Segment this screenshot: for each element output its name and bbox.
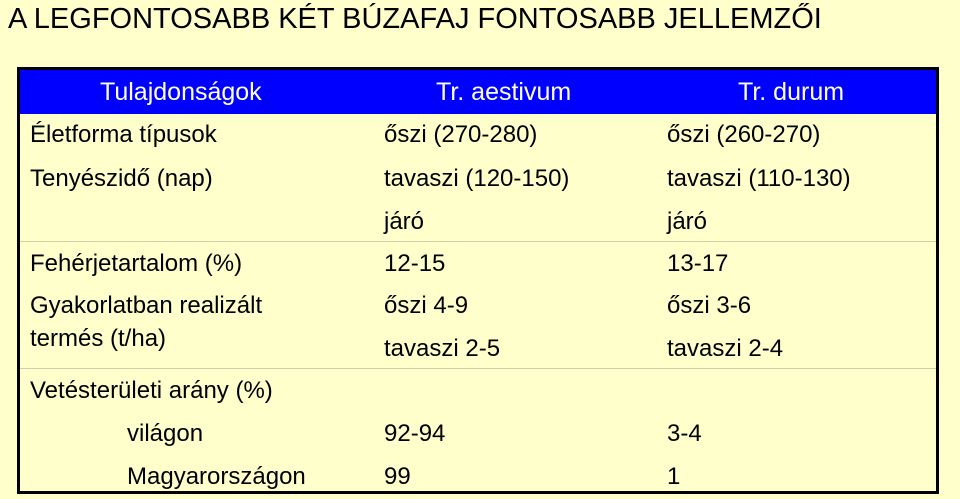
label-tenyeszido: Tenyészidő (nap) <box>30 165 213 192</box>
label-vetes: Vetésterületi arány (%) <box>30 377 273 404</box>
label-feherje: Fehérjetartalom (%) <box>30 250 243 277</box>
row-divider <box>20 241 936 242</box>
value-tenyeszido-durum: tavaszi (110-130) <box>667 165 851 192</box>
table-header-row <box>20 70 936 114</box>
value-jaro-aestivum: járó <box>384 208 425 235</box>
value-magyarorszagon-durum: 1 <box>667 463 681 490</box>
value-termes-durum-tavasz: tavaszi 2-4 <box>667 335 784 362</box>
page-title: A LEGFONTOSABB KÉT BÚZAFAJ FONTOSABB JELLEMZŐI <box>8 3 822 35</box>
row-divider <box>20 368 936 369</box>
traits-table <box>17 67 939 494</box>
value-termes-durum-osz: őszi 3-6 <box>667 292 752 319</box>
value-termes-aestivum-tavasz: tavaszi 2-5 <box>384 335 501 362</box>
value-termes-aestivum-osz: őszi 4-9 <box>384 292 469 319</box>
header-durum: Tr. durum <box>738 78 845 106</box>
value-tenyeszido-aestivum: tavaszi (120-150) <box>384 165 570 192</box>
label-eletforma: Életforma típusok <box>30 121 217 148</box>
value-eletforma-aestivum: őszi (270-280) <box>384 121 538 148</box>
value-vilagon-durum: 3-4 <box>667 420 702 447</box>
value-magyarorszagon-aestivum: 99 <box>384 463 411 490</box>
label-vilagon: világon <box>127 420 204 447</box>
value-eletforma-durum: őszi (260-270) <box>667 121 821 148</box>
value-feherje-durum: 13-17 <box>667 250 729 277</box>
header-tulajdonsagok: Tulajdonságok <box>100 78 262 106</box>
label-termes-line2: termés (t/ha) <box>30 325 167 352</box>
value-jaro-durum: járó <box>667 208 708 235</box>
value-feherje-aestivum: 12-15 <box>384 250 446 277</box>
label-magyarorszagon: Magyarországon <box>127 463 306 490</box>
value-vilagon-aestivum: 92-94 <box>384 420 446 447</box>
label-termes-line1: Gyakorlatban realizált <box>30 292 263 319</box>
header-aestivum: Tr. aestivum <box>436 78 572 106</box>
